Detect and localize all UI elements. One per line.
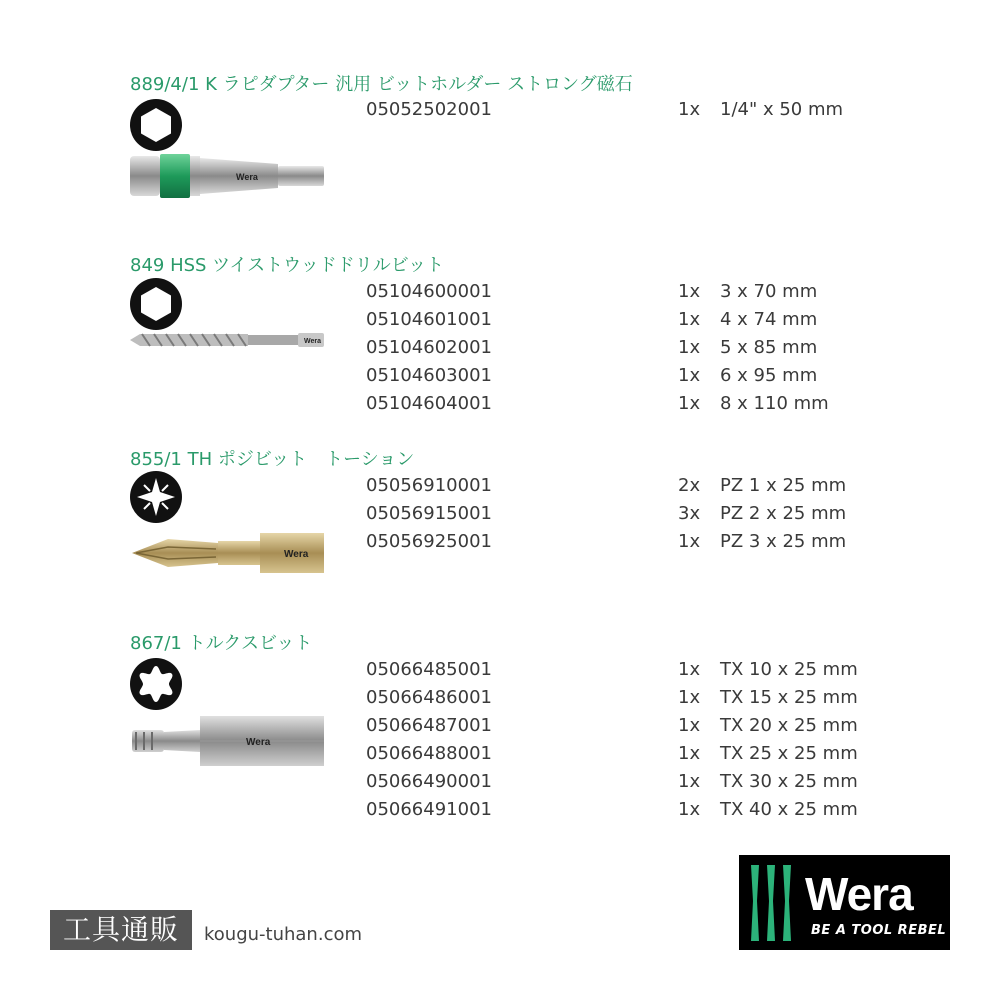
size: 1/4" x 50 mm <box>720 99 844 120</box>
bit-holder-image <box>128 150 328 202</box>
size: 6 x 95 mm <box>720 365 818 386</box>
quantity: 1x <box>678 309 701 330</box>
size: TX 25 x 25 mm <box>720 743 858 764</box>
part-code: 05066488001 <box>366 743 492 764</box>
size: PZ 1 x 25 mm <box>720 475 847 496</box>
part-code: 05066487001 <box>366 715 492 736</box>
quantity: 1x <box>678 99 701 120</box>
shop-logo: 工具通販 <box>50 910 192 950</box>
quantity: 1x <box>678 337 701 358</box>
wera-stripes-icon <box>747 863 799 943</box>
size: TX 30 x 25 mm <box>720 771 858 792</box>
quantity: 1x <box>678 531 701 552</box>
size: 4 x 74 mm <box>720 309 818 330</box>
size: 8 x 110 mm <box>720 393 829 414</box>
part-code: 05066491001 <box>366 799 492 820</box>
pozidriv-bit-image <box>128 525 328 581</box>
section-title-bit-holder: 889/4/1 K ラピダプター 汎用 ビットホルダー ストロング磁石 <box>130 74 633 95</box>
torx-icon <box>129 657 183 711</box>
section-title-pozidriv-bit: 855/1 TH ポジビット トーション <box>130 449 415 470</box>
part-code: 05052502001 <box>366 99 492 120</box>
brand-name: Wera <box>805 868 913 920</box>
quantity: 1x <box>678 743 701 764</box>
size: TX 40 x 25 mm <box>720 799 858 820</box>
part-code: 05104602001 <box>366 337 492 358</box>
part-code: 05056915001 <box>366 503 492 524</box>
svg-text:Wera: Wera <box>304 338 321 345</box>
part-code: 05056925001 <box>366 531 492 552</box>
size: TX 10 x 25 mm <box>720 659 858 680</box>
part-code: 05104604001 <box>366 393 492 414</box>
size: PZ 2 x 25 mm <box>720 503 847 524</box>
shop-url[interactable]: kougu-tuhan.com <box>204 924 363 945</box>
svg-text:Wera: Wera <box>246 737 271 748</box>
wera-logo <box>739 855 950 950</box>
drill-bit-image <box>128 328 328 352</box>
brand-tagline: BE A TOOL REBEL <box>811 923 947 938</box>
size: PZ 3 x 25 mm <box>720 531 847 552</box>
quantity: 3x <box>678 503 701 524</box>
size: TX 20 x 25 mm <box>720 715 858 736</box>
quantity: 1x <box>678 365 701 386</box>
quantity: 1x <box>678 659 701 680</box>
part-code: 05104603001 <box>366 365 492 386</box>
quantity: 1x <box>678 715 701 736</box>
part-code: 05066485001 <box>366 659 492 680</box>
part-code: 05066486001 <box>366 687 492 708</box>
pozidriv-icon <box>129 470 183 524</box>
section-title-drill-bit: 849 HSS ツイストウッドドリルビット <box>130 255 445 276</box>
size: 5 x 85 mm <box>720 337 818 358</box>
size: TX 15 x 25 mm <box>720 687 858 708</box>
quantity: 1x <box>678 281 701 302</box>
part-code: 05056910001 <box>366 475 492 496</box>
torx-bit-image <box>128 712 328 770</box>
quantity: 1x <box>678 771 701 792</box>
quantity: 1x <box>678 687 701 708</box>
section-title-torx-bit: 867/1 トルクスビット <box>130 633 313 654</box>
quantity: 1x <box>678 799 701 820</box>
quantity: 2x <box>678 475 701 496</box>
quantity: 1x <box>678 393 701 414</box>
svg-text:Wera: Wera <box>236 172 258 182</box>
size: 3 x 70 mm <box>720 281 818 302</box>
part-code: 05066490001 <box>366 771 492 792</box>
hex-icon <box>129 98 183 152</box>
svg-text:Wera: Wera <box>284 549 309 560</box>
part-code: 05104600001 <box>366 281 492 302</box>
part-code: 05104601001 <box>366 309 492 330</box>
hex-icon <box>129 277 183 331</box>
